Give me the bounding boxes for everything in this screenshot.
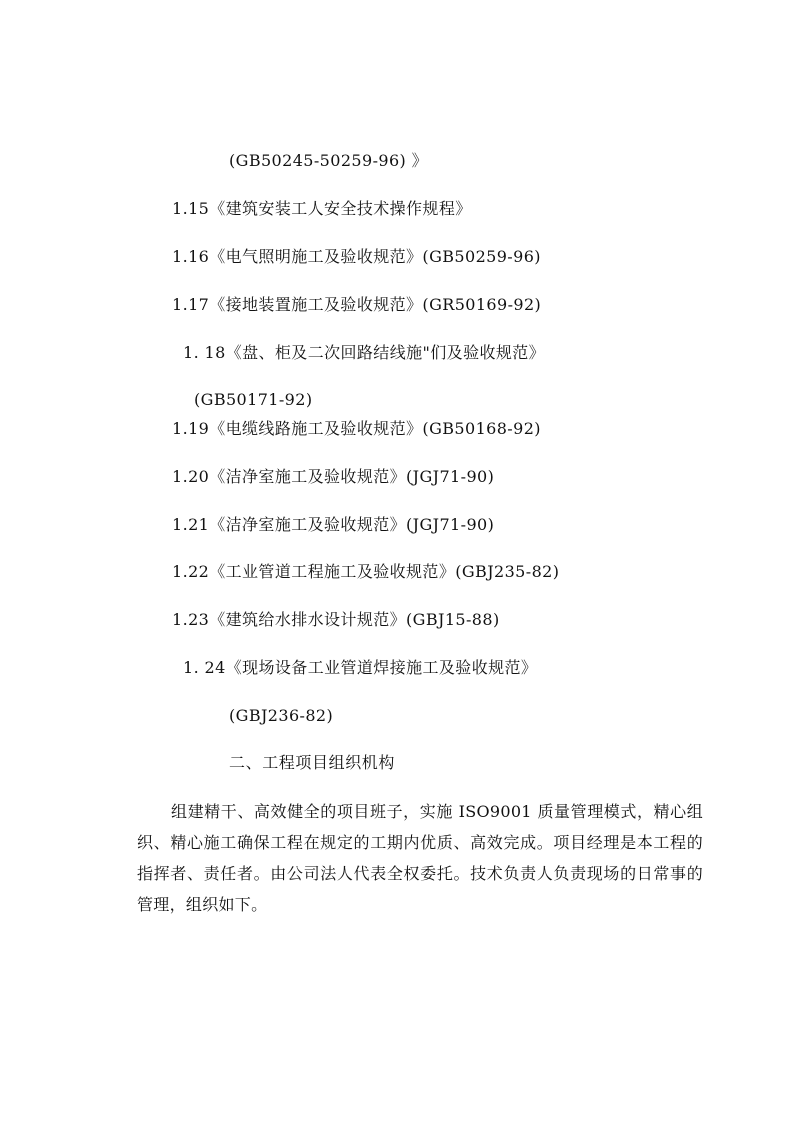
standard-line-1-18: 1. 18《盘、柜及二次回路结线施"们及验收规范》 [183, 343, 546, 362]
standard-line-1-19: 1.19《电缆线路施工及验收规范》(GB50168-92) [172, 419, 541, 438]
standard-line-1-16: 1.16《电气照明施工及验收规范》(GB50259-96) [172, 247, 541, 266]
standard-line-1-22: 1.22《工业管道工程施工及验收规范》(GBJ235-82) [172, 562, 560, 581]
standard-line-1-20: 1.20《洁净室施工及验收规范》(JGJ71-90) [172, 467, 495, 486]
standard-line-continuation: (GB50245-50259-96) 》 [229, 151, 429, 170]
standard-line-1-21: 1.21《洁净室施工及验收规范》(JGJ71-90) [172, 515, 495, 534]
standard-line-1-15: 1.15《建筑安装工人安全技术操作规程》 [172, 199, 472, 218]
standard-line-1-24: 1. 24《现场设备工业管道焊接施工及验收规范》 [183, 658, 538, 677]
standard-line-1-17: 1.17《接地装置施工及验收规范》(GR50169-92) [172, 295, 542, 314]
standard-line-1-23: 1.23《建筑给水排水设计规范》(GBJ15-88) [172, 610, 500, 629]
section-paragraph: 组建精干、高效健全的项目班子，实施 ISO9001 质量管理模式，精心组织、精心施工确保工程在规定的工期内优质、高效完成。项目经理是本工程的指挥者、责任者。由公司法人代表全权委托。技术负责人负责现场的日常事的管理，组织如下。 [137, 802, 703, 914]
section-heading: 二、工程项目组织机构 [229, 753, 396, 772]
standard-line-1-24-code: (GBJ236-82) [229, 706, 334, 725]
standard-line-1-18-code: (GB50171-92) [194, 390, 313, 409]
